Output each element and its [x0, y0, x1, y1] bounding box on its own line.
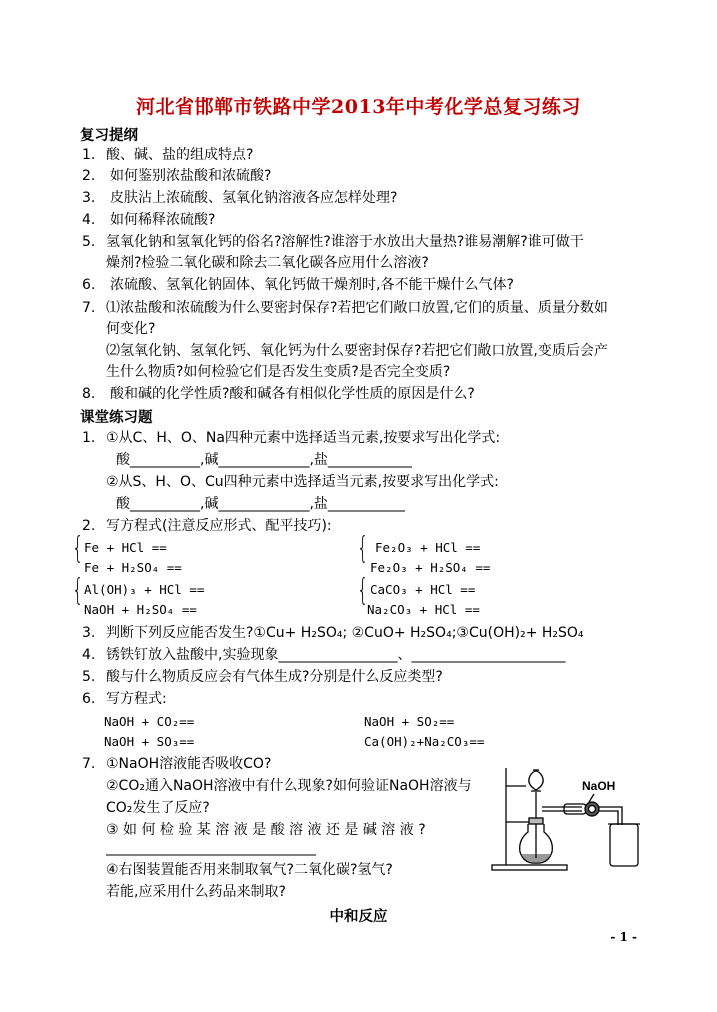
- practice-number: 7.: [82, 756, 96, 772]
- outline-question-3: 皮肤沾上浓硫酸、氢氧化钠溶液各应怎样处理?: [110, 190, 398, 206]
- outline-number: 5.: [82, 234, 96, 250]
- equation: NaOH + H₂SO₄ ==: [84, 602, 197, 617]
- equation: NaOH + SO₂==: [364, 714, 455, 729]
- practice-7-part2: ②CO₂通入NaOH溶液中有什么现象?如何验证NaOH溶液与: [106, 778, 472, 794]
- brace: {: [357, 573, 369, 608]
- practice-3: 判断下列反应能否发生?①Cu+ H₂SO₄; ②CuO+ H₂SO₄;③Cu(OH)₂+ H₂SO₄: [106, 625, 584, 641]
- outline-heading: 复习提纲: [80, 128, 138, 144]
- practice-number: 4.: [82, 647, 96, 663]
- practice-7-part4: ④右图装置能否用来制取氧气?二氧化碳?氢气?: [106, 862, 393, 878]
- next-section-heading: 中和反应: [329, 909, 388, 925]
- practice-number: 2.: [82, 518, 96, 534]
- practice-5: 酸与什么物质反应会有气体生成?分别是什么反应类型?: [106, 669, 443, 685]
- equation: CaCO₃ + HCl ==: [370, 582, 476, 597]
- practice-number: 1.: [82, 430, 96, 446]
- practice-number: 6.: [82, 691, 96, 707]
- equation: Fe₂O₃ + H₂SO₄ ==: [370, 560, 491, 575]
- equation: Al(OH)₃ + HCl ==: [84, 582, 205, 597]
- equation: Na₂CO₃ + HCl ==: [367, 602, 480, 617]
- equation: Fe + HCl ==: [84, 540, 167, 555]
- practice-heading: 课堂练习题: [80, 410, 153, 426]
- practice-4: 锈铁钉放入盐酸中,实验现象_________________、______________________: [106, 647, 566, 663]
- brace: {: [72, 573, 84, 608]
- outline-question-2: 如何鉴别浓盐酸和浓硫酸?: [110, 168, 272, 184]
- practice-7-part1: ①NaOH溶液能否吸收CO?: [106, 756, 272, 772]
- outline-question-6: 浓硫酸、氢氧化钠固体、氧化钙做干燥剂时,各不能干燥什么气体?: [110, 277, 514, 293]
- equation: NaOH + SO₃==: [104, 734, 195, 749]
- outline-number: 4.: [82, 212, 96, 228]
- brace: {: [357, 531, 369, 566]
- gas-generation-apparatus-figure: [490, 762, 645, 874]
- outline-question-8: 酸和碱的化学性质?酸和碱各有相似化学性质的原因是什么?: [110, 386, 475, 402]
- equation: Ca(OH)₂+Na₂CO₃==: [364, 734, 485, 749]
- page-number: - 1 -: [610, 930, 637, 944]
- outline-question-7-line1: ⑴浓盐酸和浓硫酸为什么要密封保存?若把它们敞口放置,它们的质量、质量分数如: [106, 300, 608, 316]
- practice-1-part1: ①从C、H、O、Na四种元素中选择适当元素,按要求写出化学式:: [106, 430, 501, 446]
- outline-number: 1.: [82, 147, 96, 163]
- outline-number: 8.: [82, 386, 96, 402]
- practice-2: 写方程式(注意反应形式、配平技巧):: [106, 518, 332, 534]
- practice-1-blanks2: 酸__________,碱_____________,盐___________: [116, 496, 405, 512]
- brace: {: [72, 531, 84, 566]
- practice-1-part2: ②从S、H、O、Cu四种元素中选择适当元素,按要求写出化学式:: [106, 474, 499, 490]
- equation: NaOH + CO₂==: [104, 714, 195, 729]
- outline-number: 3.: [82, 190, 96, 206]
- outline-question-5-line2: 燥剂?检验二氧化碳和除去二氧化碳各应用什么溶液?: [106, 255, 429, 271]
- practice-7-part3-blank: ______________________________: [106, 840, 316, 856]
- practice-7-part4-cont: 若能,应采用什么药品来制取?: [106, 884, 286, 900]
- outline-question-4: 如何稀释浓硫酸?: [110, 212, 216, 228]
- practice-number: 5.: [82, 669, 96, 685]
- outline-number: 2.: [82, 168, 96, 184]
- document-title: 河北省邯郸市铁路中学2013年中考化学总复习练习: [136, 96, 581, 118]
- practice-7-part3: ③ 如 何 检 验 某 溶 液 是 酸 溶 液 还 是 碱 溶 液 ?: [106, 822, 426, 838]
- outline-number: 6.: [82, 277, 96, 293]
- outline-question-5-line1: 氢氧化钠和氢氧化钙的俗名?溶解性?谁溶于水放出大量热?谁易潮解?谁可做干: [106, 234, 584, 250]
- outline-number: 7.: [82, 300, 96, 316]
- practice-1-blanks1: 酸__________,碱_____________,盐____________: [116, 452, 412, 468]
- outline-question-1: 酸、碱、盐的组成特点?: [106, 147, 254, 163]
- equation: Fe₂O₃ + HCl ==: [375, 540, 481, 555]
- practice-6: 写方程式:: [106, 691, 167, 707]
- naoh-label: NaOH: [582, 779, 616, 793]
- outline-question-7-line4: 生什么物质?如何检验它们是否发生变质?是否完全变质?: [106, 364, 451, 380]
- practice-7-part2-cont: CO₂发生了反应?: [106, 800, 210, 816]
- practice-number: 3.: [82, 625, 96, 641]
- equation: Fe + H₂SO₄ ==: [84, 560, 182, 575]
- outline-question-7-line3: ⑵氢氧化钠、氢氧化钙、氧化钙为什么要密封保存?若把它们敞口放置,变质后会产: [106, 343, 608, 359]
- outline-question-7-line2: 何变化?: [106, 321, 156, 337]
